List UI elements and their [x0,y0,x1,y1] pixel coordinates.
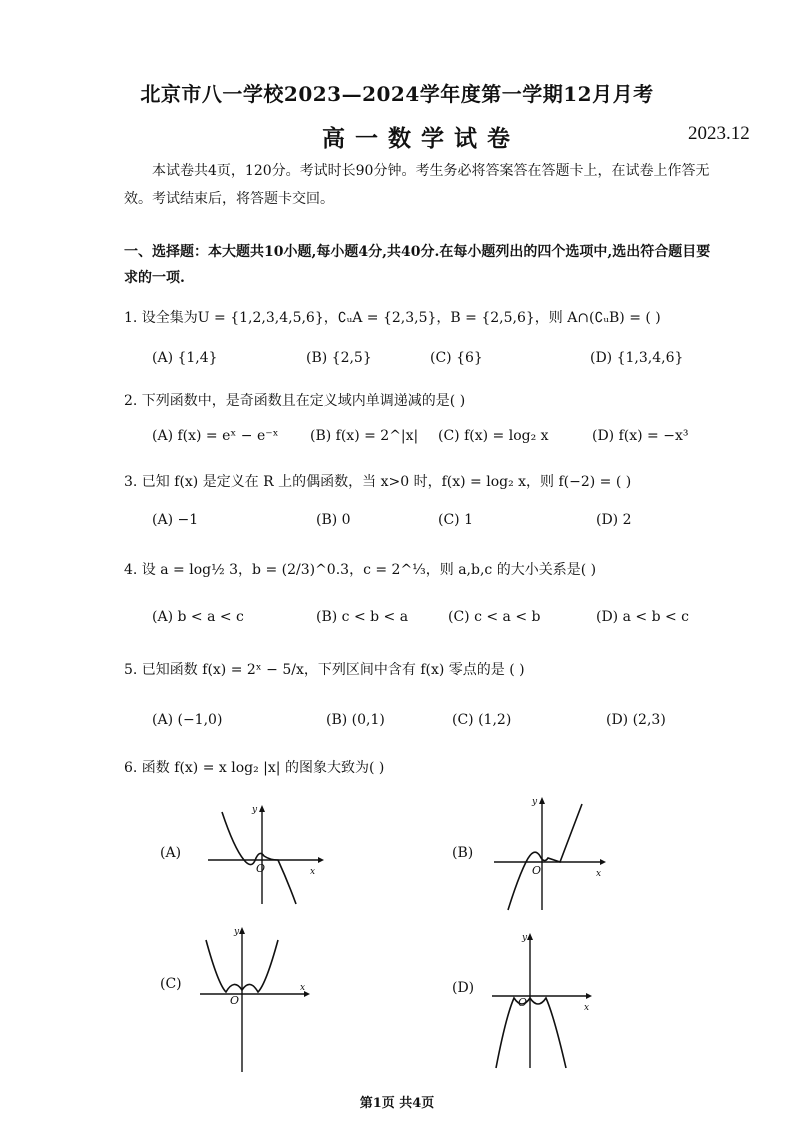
graph-a [200,800,330,910]
instructions-line-1: 本试卷共4页，120分。考试时长90分钟。考生务必将答案答在答题卡上，在试卷上作答无 [152,163,710,179]
section-heading [124,239,764,291]
question-2-option-d: (D) f(x) = −x³ [592,428,689,444]
graph-d-origin-label: O [518,996,528,1009]
question-3-option-a: (A) −1 [152,512,199,528]
graph-a-y-arrow [259,805,265,812]
school-exam-title: 北京市八一学校2023—2024学年度第一学期12月月考 [140,82,654,106]
graph-a-origin-label: O [256,862,266,875]
graph-c-origin-label: O [230,994,240,1007]
question-1-option-d: (D) {1,3,4,6} [590,350,684,366]
question-2-option-c: (C) f(x) = log₂ x [438,428,549,444]
graph-c-y-arrow [239,927,245,934]
graph-d-x-label: x [584,1003,590,1013]
graph-c-y-label: y [234,927,240,937]
question-5-option-d: (D) (2,3) [606,712,666,728]
graph-c-label: (C) [160,976,182,992]
graph-b-label: (B) [452,845,474,861]
question-4-stem: 4. 设 a = log½ 3，b = (2/3)^0.3，c = 2^⅓，则 a,b,c 的大小关系是( ) [124,562,597,578]
graph-d [488,928,618,1074]
question-4-option-d: (D) a < b < c [596,609,690,625]
paper-title: 高一数学试卷 [322,125,520,152]
exam-date: 2023.12 [688,123,750,144]
question-3-option-d: (D) 2 [596,512,632,528]
graph-b-curve [508,804,582,910]
question-5-option-b: (B) (0,1) [326,712,385,728]
graph-d-x-arrow [586,993,592,999]
question-4-option-a: (A) b < a < c [152,609,244,625]
graph-c-x-label: x [300,983,306,993]
graph-b-x-label: x [596,869,602,879]
question-2-option-a: (A) f(x) = eˣ − e⁻ˣ [152,428,279,444]
graph-b-x-arrow [600,859,606,865]
question-6-stem: 6. 函数 f(x) = x log₂ |x| 的图象大致为( ) [124,760,385,776]
question-3-option-c: (C) 1 [438,512,473,528]
section-heading-line-1: 一、选择题：本大题共10小题,每小题4分,共40分.在每小题列出的四个选项中,选出符合题目要 [124,244,711,260]
graph-a-x-arrow [318,857,324,863]
question-3-option-b: (B) 0 [316,512,351,528]
graph-b-origin-label: O [532,864,542,877]
question-2-option-b: (B) f(x) = 2^|x| [310,428,419,444]
graph-d-y-arrow [527,933,533,940]
question-4-option-c: (C) c < a < b [448,609,541,625]
graph-b [490,792,620,912]
question-1-option-a: (A) {1,4} [152,350,218,366]
question-1-option-c: (C) {6} [430,350,483,366]
graph-a-curve [222,812,296,904]
graph-c [196,924,326,1074]
question-3-stem: 3. 已知 f(x) 是定义在 R 上的偶函数，当 x>0 时，f(x) = log₂ x，则 f(−2) = ( ) [124,474,632,490]
question-2-stem: 2. 下列函数中，是奇函数且在定义域内单调递减的是( ) [124,393,466,409]
instructions [124,157,764,213]
graph-d-y-label: y [522,933,528,943]
graph-b-y-arrow [539,797,545,804]
graph-d-label: (D) [452,980,475,996]
question-1-stem: 1. 设全集为U = {1,2,3,4,5,6}，∁ᵤA = {2,3,5}，B = {2,5,6}，则 A∩(∁ᵤB) = ( ) [124,310,661,326]
graph-b-y-label: y [532,797,538,807]
graph-a-y-label: y [252,805,258,815]
graph-a-label: (A) [160,845,182,861]
page-footer: 第1页 共4页 [359,1096,435,1111]
question-1-option-b: (B) {2,5} [306,350,372,366]
instructions-line-2: 效。考试结束后，将答题卡交回。 [124,191,334,207]
section-heading-line-2: 求的一项. [124,270,185,286]
graph-a-x-label: x [310,867,316,877]
question-5-option-c: (C) (1,2) [452,712,512,728]
question-5-option-a: (A) (−1,0) [152,712,223,728]
question-5-stem: 5. 已知函数 f(x) = 2ˣ − 5/x，下列区间中含有 f(x) 零点的是 ( ) [124,662,525,678]
graph-d-curve [496,998,566,1068]
question-4-option-b: (B) c < b < a [316,609,409,625]
